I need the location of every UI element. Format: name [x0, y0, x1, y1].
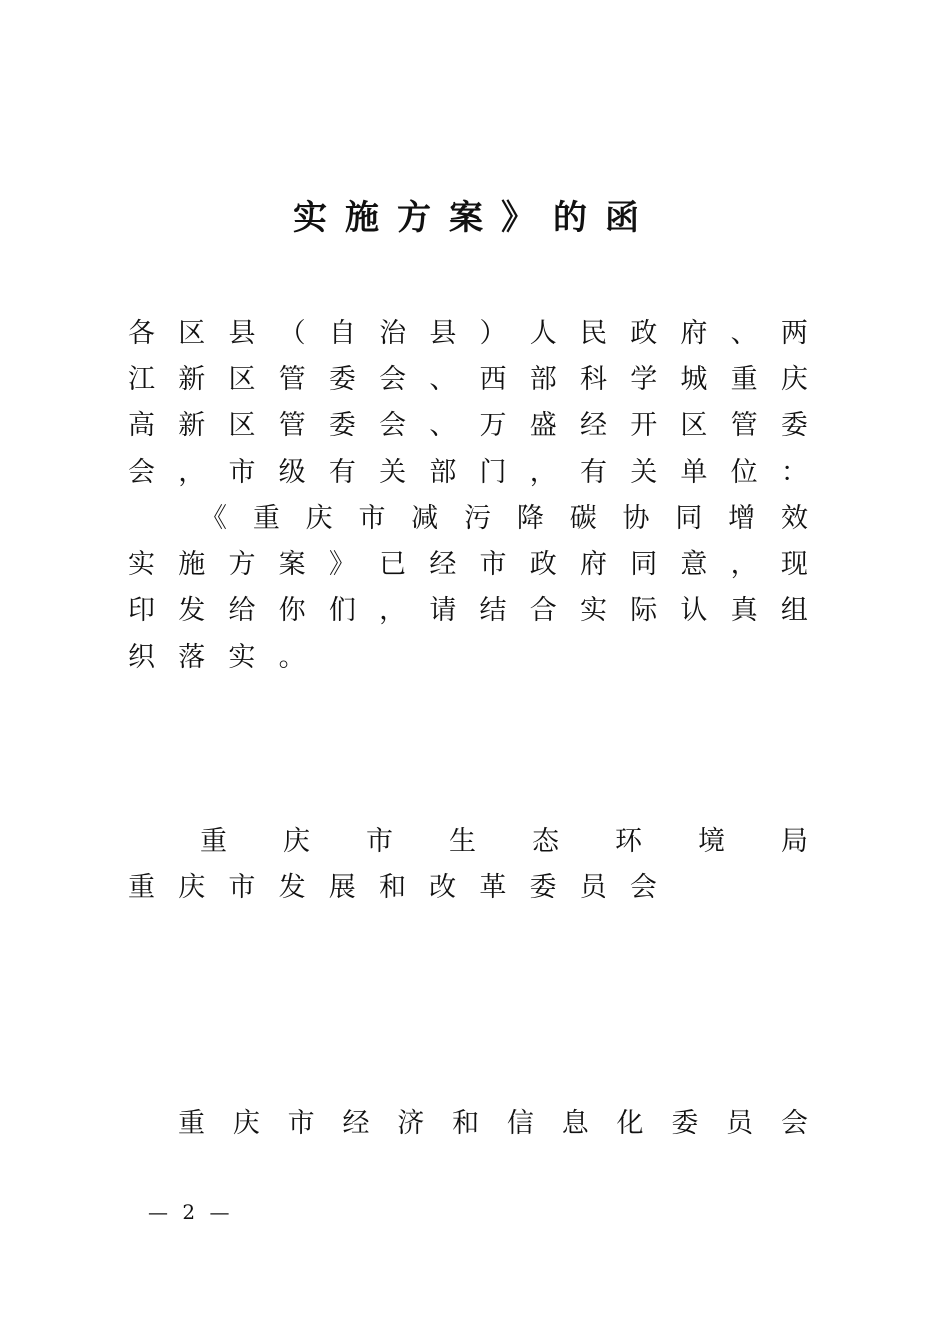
text-char: 区: [680, 409, 708, 441]
text-char: 级: [278, 456, 306, 488]
text-char: 、: [429, 363, 457, 395]
text-char: 给: [228, 594, 256, 626]
text-char: 市: [287, 1107, 315, 1139]
text-char: 万: [479, 409, 507, 441]
text-char: 市: [228, 871, 256, 903]
text-char: 请: [429, 594, 457, 626]
text-char: 效: [780, 502, 808, 534]
text-char: 案: [278, 548, 306, 580]
text-char: 、: [730, 317, 758, 349]
text-char: 新: [178, 409, 206, 441]
text-char: 方: [228, 548, 256, 580]
text-char: 息: [561, 1107, 589, 1139]
body-line-3: [128, 400, 808, 444]
text-char: 环: [615, 825, 642, 857]
text-char: 有: [579, 456, 607, 488]
text-char: 区: [228, 363, 256, 395]
body-line-1: [128, 308, 808, 352]
text-char: 降: [516, 502, 544, 534]
signatory-ecology-bureau: [200, 816, 808, 860]
text-char: 委: [328, 409, 356, 441]
page-number: — 2 —: [148, 1200, 234, 1224]
text-char: 发: [178, 594, 206, 626]
body-line-8: [128, 632, 808, 676]
text-char: 管: [278, 409, 306, 441]
text-char: 重: [200, 825, 227, 857]
text-char: 会: [780, 1107, 808, 1139]
text-char: 新: [178, 363, 206, 395]
text-char: 结: [479, 594, 507, 626]
text-char: 盛: [529, 409, 557, 441]
text-char: 高: [128, 409, 155, 441]
text-char: 科: [579, 363, 607, 395]
text-char: 、: [429, 409, 457, 441]
text-char: 信: [506, 1107, 534, 1139]
text-char: 开: [630, 409, 658, 441]
text-char: ：: [780, 456, 808, 488]
body-line-7: [128, 585, 808, 629]
text-char: 会: [379, 409, 407, 441]
body-line-4: [128, 447, 808, 491]
signatory-economy-commission: [178, 1098, 808, 1142]
text-char: 庆: [232, 1107, 260, 1139]
text-char: 关: [630, 456, 658, 488]
text-char: ）: [479, 317, 507, 349]
text-char: 区: [178, 317, 206, 349]
text-char: 部: [529, 363, 557, 395]
text-char: 印: [128, 594, 155, 626]
text-char: 治: [379, 317, 407, 349]
text-char: 经: [429, 548, 457, 580]
text-char: 组: [780, 594, 808, 626]
text-char: 重: [178, 1107, 205, 1139]
body-line-6: [128, 539, 808, 583]
text-char: 县: [429, 317, 457, 349]
text-char: 江: [128, 363, 155, 395]
text-char: 碳: [569, 502, 597, 534]
text-char: ，: [379, 594, 407, 626]
body-line-5: [200, 493, 808, 537]
text-char: 同: [630, 548, 658, 580]
text-char: 有: [328, 456, 356, 488]
text-char: 施: [178, 548, 206, 580]
text-char: 政: [630, 317, 658, 349]
text-char: ，: [529, 456, 557, 488]
text-char: 各: [128, 317, 155, 349]
text-char: 现: [780, 548, 808, 580]
text-char: 和: [378, 871, 406, 903]
text-char: 展: [328, 871, 356, 903]
text-char: （: [278, 317, 306, 349]
text-char: 员: [579, 871, 607, 903]
text-char: 重: [730, 363, 758, 395]
text-char: 化: [616, 1107, 644, 1139]
text-char: 革: [479, 871, 507, 903]
text-char: 实: [228, 641, 256, 673]
text-char: 区: [228, 409, 256, 441]
text-char: 会: [128, 456, 155, 488]
text-char: 员: [726, 1107, 754, 1139]
text-char: 同: [675, 502, 703, 534]
text-char: 生: [449, 825, 476, 857]
text-char: 管: [278, 363, 306, 395]
text-char: 人: [529, 317, 557, 349]
text-char: 庆: [283, 825, 310, 857]
text-char: 位: [730, 456, 758, 488]
text-char: 实: [579, 594, 607, 626]
text-char: 委: [529, 871, 557, 903]
document-title: 实施方案》的函: [293, 198, 657, 238]
text-char: 认: [680, 594, 708, 626]
text-char: 协: [622, 502, 650, 534]
text-char: 济: [397, 1107, 425, 1139]
text-char: 境: [698, 825, 725, 857]
text-char: 合: [529, 594, 557, 626]
text-char: 民: [579, 317, 607, 349]
text-char: 重: [252, 502, 280, 534]
text-char: 单: [680, 456, 708, 488]
text-char: 重: [128, 871, 155, 903]
text-char: 会: [629, 871, 657, 903]
text-char: 意: [680, 548, 708, 580]
text-char: 真: [730, 594, 758, 626]
body-line-2: [128, 354, 808, 398]
text-char: 。: [278, 641, 306, 673]
text-char: 实: [128, 548, 155, 580]
text-char: 门: [479, 456, 507, 488]
text-char: 发: [278, 871, 306, 903]
text-char: 自: [328, 317, 356, 349]
text-char: 态: [532, 825, 559, 857]
text-char: 府: [680, 317, 708, 349]
text-char: 政: [529, 548, 557, 580]
text-char: 已: [379, 548, 407, 580]
text-char: 落: [178, 641, 206, 673]
text-char: ，: [730, 548, 758, 580]
text-char: 委: [780, 409, 808, 441]
text-char: 关: [379, 456, 407, 488]
text-char: 市: [366, 825, 393, 857]
text-char: 你: [278, 594, 306, 626]
text-char: 经: [342, 1107, 370, 1139]
text-char: ，: [178, 456, 206, 488]
text-char: 学: [630, 363, 658, 395]
text-char: 庆: [178, 871, 206, 903]
text-char: 经: [579, 409, 607, 441]
text-char: 》: [328, 548, 356, 580]
text-char: 庆: [780, 363, 808, 395]
text-char: 府: [579, 548, 607, 580]
text-char: 西: [479, 363, 507, 395]
text-char: 两: [780, 317, 808, 349]
text-char: 织: [128, 641, 155, 673]
text-char: 委: [671, 1107, 699, 1139]
text-char: 际: [630, 594, 658, 626]
text-char: 《: [200, 502, 227, 534]
text-char: 和: [452, 1107, 480, 1139]
text-char: 委: [328, 363, 356, 395]
text-char: 增: [728, 502, 756, 534]
text-char: 市: [228, 456, 256, 488]
text-char: 部: [429, 456, 457, 488]
text-char: 市: [479, 548, 507, 580]
text-char: 改: [429, 871, 457, 903]
signatory-development-commission: [128, 862, 680, 906]
text-char: 城: [680, 363, 708, 395]
text-char: 县: [228, 317, 256, 349]
text-char: 污: [464, 502, 492, 534]
text-char: 局: [781, 825, 808, 857]
text-char: 市: [358, 502, 386, 534]
text-char: 们: [328, 594, 356, 626]
text-char: 管: [730, 409, 758, 441]
text-char: 庆: [305, 502, 333, 534]
text-char: 减: [411, 502, 439, 534]
text-char: 会: [379, 363, 407, 395]
